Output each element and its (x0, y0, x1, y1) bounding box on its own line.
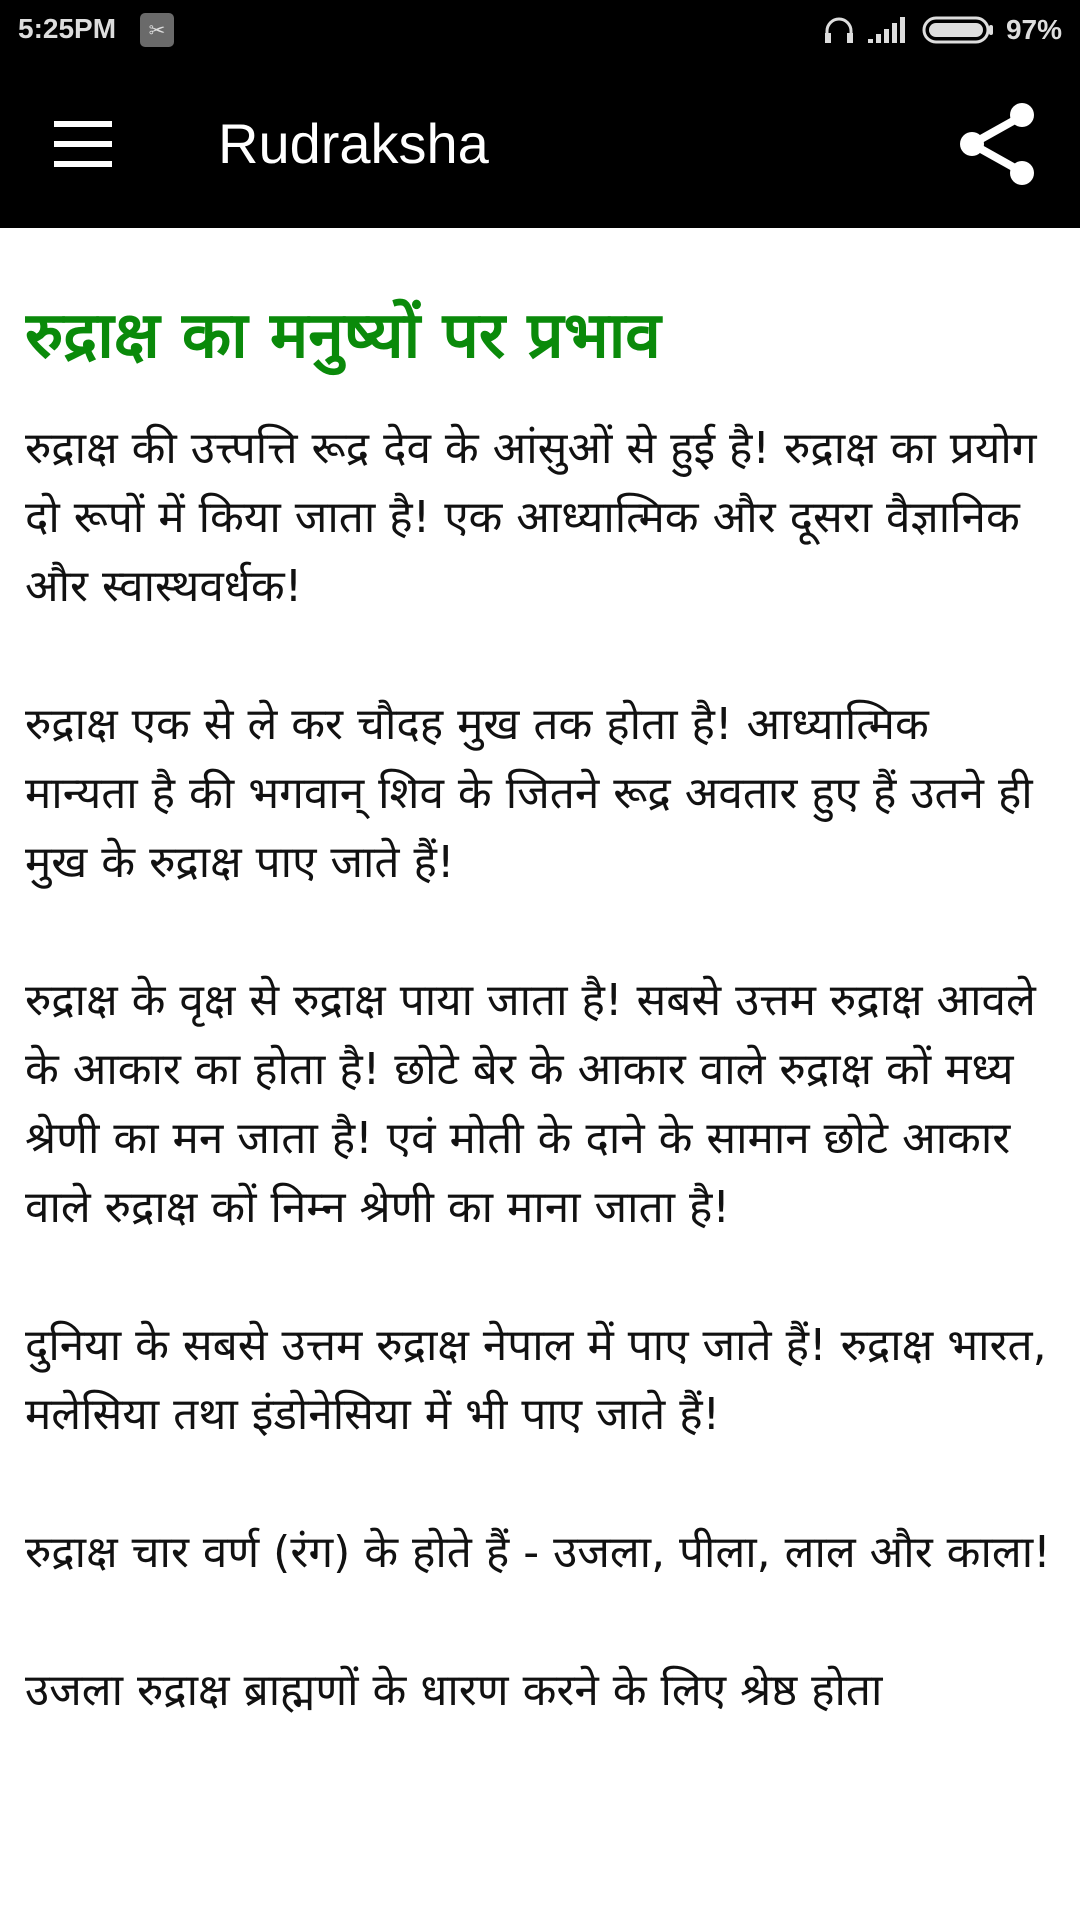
paragraph-4: दुनिया के सबसे उत्तम रुद्राक्ष नेपाल में पाए जाते हैं! रुद्राक्ष भारत, मलेसिया तथा इंडोनेसिया में भी पाए जाते हैं! (25, 1320, 1047, 1440)
share-icon[interactable] (958, 102, 1036, 186)
signal-icon (866, 15, 910, 45)
article-title: रुद्राक्ष का मनुष्यों पर प्रभाव (25, 299, 661, 373)
paragraph-2: रुद्राक्ष एक से ले कर चौदह मुख तक होता है! आध्यात्मिक मान्यता है की भगवान् शिव के जितने रूद्र अवतार हुए हैं उतने ही मुख के रुद्राक्ष पाए जाते हैं! (25, 699, 1033, 888)
app-title: Rudraksha (218, 112, 489, 175)
paragraph-5: रुद्राक्ष चार वर्ण (रंग) के होते हैं - उजला, पीला, लाल और काला! (25, 1527, 1051, 1578)
status-time: 5:25PM (18, 13, 117, 44)
status-bar (0, 0, 1080, 60)
article-content[interactable] (25, 228, 1055, 1920)
hamburger-menu-icon[interactable] (54, 117, 112, 171)
battery-icon (922, 15, 996, 45)
paragraph-3: रुद्राक्ष के वृक्ष से रुद्राक्ष पाया जाता है! सबसे उत्तम रुद्राक्ष आवले के आकार का होता है! छोटे बेर के आकार वाले रुद्राक्ष कों मध्य श्रेणी का मन जाता है! एवं मोती के दाने के सामान छोटे आकार वाले रुद्राक्ष कों निम्न श्रेणी का माना जाता है! (25, 975, 1036, 1233)
paragraph-6: उजला रुद्राक्ष ब्राह्मणों के धारण करने के लिए श्रेष्ठ होता (25, 1665, 883, 1716)
paragraph-1: रुद्राक्ष की उत्त्पत्ति रूद्र देव के आंसुओं से हुई है! रुद्राक्ष का प्रयोग दो रूपों में किया जाता है! एक आध्यात्मिक और दूसरा वैज्ञानिक और स्वास्थवर्धक! (25, 423, 1037, 612)
headset-icon (822, 15, 856, 45)
battery-percent: 97% (1005, 14, 1062, 45)
notification-app-icon: ✂ (140, 13, 174, 47)
app-bar (0, 60, 1080, 228)
status-icons (822, 10, 1062, 50)
